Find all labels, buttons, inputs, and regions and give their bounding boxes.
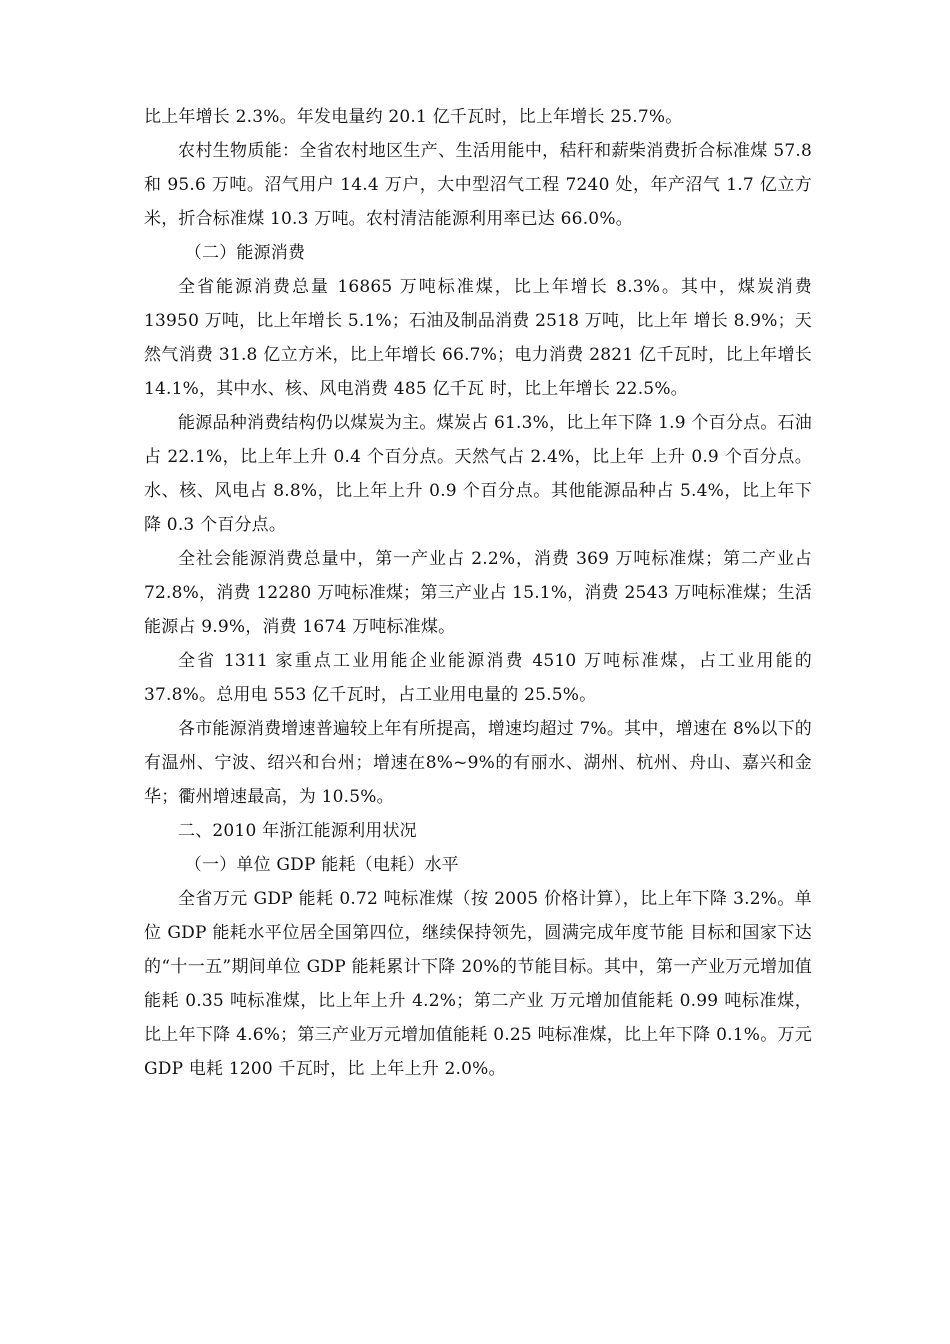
paragraph-city-growth: 各市能源消费增速普遍较上年有所提高，增速均超过 7%。其中，增速在 8%以下的有温州、宁波、绍兴和台州；增速在8%~9%的有丽水、湖州、杭州、舟山、嘉兴和金华；衢州增速最高，为 10.5%。 bbox=[144, 719, 812, 807]
heading-gdp-energy-intensity: （一）单位 GDP 能耗（电耗）水平 bbox=[184, 855, 459, 875]
heading-energy-consumption: （二）能源消费 bbox=[184, 243, 306, 263]
paragraph-gdp-energy-intensity: 全省万元 GDP 能耗 0.72 吨标准煤（按 2005 价格计算），比上年下降 3.2%。单位 GDP 能耗水平位居全国第四位，继续保持领先，圆满完成年度节能 目标和国家下达的“十一五”期间单位 GDP 能耗累计下降 20%的节能目标。其中，第一产业万元增加值能耗 0.35 吨标准煤，比上年上升 4.2%；第二产业 万元增加值能耗 0.99 吨标准煤，比上年下降 4.6%；第三产业万元增加值能耗 0.25 吨标准煤，比上年下降 0.1%。万元 GDP 电耗 1200 千瓦时，比 上年上升 2.0%。 bbox=[144, 889, 812, 1079]
paragraph-generation-continuation: 比上年增长 2.3%。年发电量约 20.1 亿千瓦时，比上年增长 25.7%。 bbox=[144, 107, 683, 127]
paragraph-total-consumption: 全省能源消费总量 16865 万吨标准煤，比上年增长 8.3%。其中，煤炭消费 13950 万吨，比上年增长 5.1%；石油及制品消费 2518 万吨，比上年 增长 8.9%；天然气消费 31.8 亿立方米，比上年增长 66.7%；电力消费 2821 亿千瓦时，比上年增长 14.1%，其中水、核、风电消费 485 亿千瓦 时，比上年增长 22.5%。 bbox=[144, 277, 812, 399]
paragraph-industry-shares: 全社会能源消费总量中，第一产业占 2.2%，消费 369 万吨标准煤；第二产业占 72.8%，消费 12280 万吨标准煤；第三产业占 15.1%，消费 2543 万吨标准煤；生活能源占 9.9%，消费 1674 万吨标准煤。 bbox=[144, 549, 812, 637]
paragraph-consumption-structure: 能源品种消费结构仍以煤炭为主。煤炭占 61.3%，比上年下降 1.9 个百分点。石油占 22.1%，比上年上升 0.4 个百分点。天然气占 2.4%，比上年 上升 0.9 个百分点。水、核、风电占 8.8%，比上年上升 0.9 个百分点。其他能源品种占 5.4%，比上年下降 0.3 个百分点。 bbox=[144, 413, 812, 535]
document-body bbox=[144, 100, 812, 1086]
paragraph-key-enterprises: 全省 1311 家重点工业用能企业能源消费 4510 万吨标准煤，占工业用能的 37.8%。总用电 553 亿千瓦时，占工业用电量的 25.5%。 bbox=[144, 651, 812, 705]
section-title-utilization: 二、2010 年浙江能源利用状况 bbox=[178, 821, 417, 841]
paragraph-rural-biomass: 农村生物质能：全省农村地区生产、生活用能中，秸秆和薪柴消费折合标准煤 57.8 和 95.6 万吨。沼气用户 14.4 万户，大中型沼气工程 7240 处，年产沼气 1.7 亿立方米，折合标准煤 10.3 万吨。农村清洁能源利用率已达 66.0%。 bbox=[144, 141, 812, 229]
